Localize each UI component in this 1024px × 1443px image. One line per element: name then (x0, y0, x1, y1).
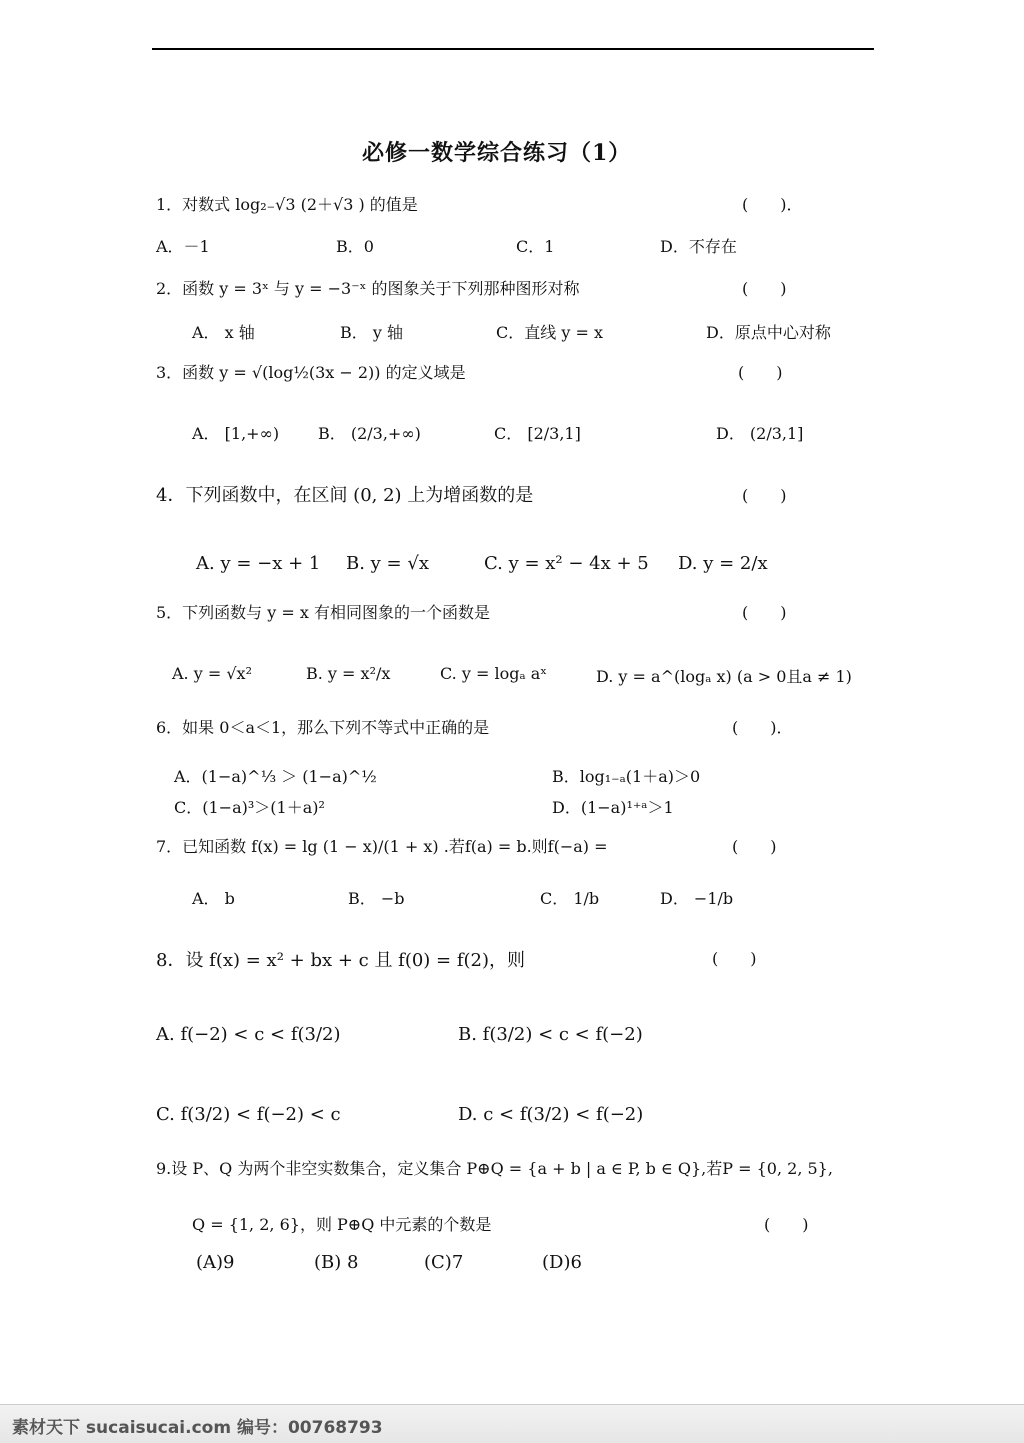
question-2-option-c: C．直线 y = x (496, 323, 603, 342)
question-9-option-b: (B) 8 (314, 1252, 359, 1273)
question-6-option-a: A．(1−a)^⅓ ＞ (1−a)^½ (174, 767, 377, 786)
question-1-option-c: C．1 (516, 237, 555, 256)
question-6-option-d: D．(1−a)¹⁺ᵃ＞1 (552, 798, 674, 817)
question-3-answer-paren: ( ) (738, 363, 783, 382)
question-7-option-a: A． b (192, 889, 235, 908)
question-8-option-b: B. f(3/2) < c < f(−2) (458, 1024, 643, 1045)
question-1-stem: 1．对数式 log₂₋√3 (2＋√3 ) 的值是 (156, 195, 418, 214)
question-4-option-b: B. y = √x (346, 553, 429, 574)
question-2-option-b: B． y 轴 (340, 323, 403, 342)
question-4-stem: 4．下列函数中，在区间 (0, 2) 上为增函数的是 (156, 485, 534, 506)
question-5-option-b: B. y = x²/x (306, 664, 391, 683)
question-9-stem: 9.设 P、Q 为两个非空实数集合，定义集合 P⊕Q = {a + b | a ∈ P, b ∈ Q},若P = {0, 2, 5}, (156, 1159, 833, 1178)
watermark-bar (0, 1404, 1024, 1443)
question-8-option-a: A. f(−2) < c < f(3/2) (156, 1024, 341, 1045)
question-6-option-b: B．log₁₋ₐ(1＋a)＞0 (552, 767, 701, 786)
question-7-option-d: D． −1/b (660, 889, 734, 908)
question-2-option-d: D．原点中心对称 (706, 323, 831, 342)
question-5-option-d: D. y = a^(logₐ x) (a > 0且a ≠ 1) (596, 667, 852, 686)
question-3-option-a: A． [1,+∞) (192, 424, 280, 443)
question-2-option-a: A． x 轴 (192, 323, 255, 342)
question-1-option-b: B．0 (336, 237, 374, 256)
question-9-option-d: (D)6 (542, 1252, 582, 1273)
question-4-option-c: C. y = x² − 4x + 5 (484, 553, 649, 574)
question-2-answer-paren: ( ) (742, 279, 787, 298)
question-9-answer-paren: ( ) (764, 1215, 809, 1234)
header-rule (152, 48, 874, 50)
question-7-answer-paren: ( ) (732, 837, 777, 856)
question-9-option-a: (A)9 (196, 1252, 235, 1273)
question-5-stem: 5．下列函数与 y = x 有相同图象的一个函数是 (156, 603, 490, 622)
question-3-option-d: D． (2/3,1] (716, 424, 804, 443)
question-4-answer-paren: ( ) (742, 486, 787, 505)
question-5-option-c: C. y = logₐ aˣ (440, 664, 548, 683)
watermark-text: 素材天下 sucaisucai.com 编号：00768793 (12, 1418, 383, 1438)
question-8-stem: 8．设 f(x) = x² + bx + c 且 f(0) = f(2)，则 (156, 950, 526, 971)
question-1-option-a: A．－1 (156, 237, 210, 256)
question-7-option-b: B． −b (348, 889, 405, 908)
question-5-answer-paren: ( ) (742, 603, 787, 622)
question-3-stem: 3．函数 y = √(log½(3x − 2)) 的定义域是 (156, 363, 466, 382)
question-1-option-d: D．不存在 (660, 237, 737, 256)
question-9-stem-line-2: Q = {1, 2, 6}，则 P⊕Q 中元素的个数是 (192, 1215, 492, 1234)
question-1-answer-paren: ( )． (742, 195, 803, 214)
question-3-option-c: C． [2/3,1] (494, 424, 581, 443)
question-6-stem: 6．如果 0＜a＜1，那么下列不等式中正确的是 (156, 718, 490, 737)
question-8-option-c: C. f(3/2) < f(−2) < c (156, 1104, 341, 1125)
question-2-stem: 2．函数 y = 3ˣ 与 y = −3⁻ˣ 的图象关于下列那种图形对称 (156, 279, 580, 298)
question-6-option-c: C．(1−a)³＞(1＋a)² (174, 798, 325, 817)
page-title: 必修一数学综合练习（1） (362, 140, 632, 166)
question-7-option-c: C． 1/b (540, 889, 600, 908)
question-3-option-b: B． (2/3,+∞) (318, 424, 421, 443)
question-8-answer-paren: ( ) (712, 949, 757, 968)
question-8-option-d: D. c < f(3/2) < f(−2) (458, 1104, 644, 1125)
question-7-stem: 7．已知函数 f(x) = lg (1 − x)/(1 + x) .若f(a) = b.则f(−a) = (156, 837, 608, 856)
question-9-option-c: (C)7 (424, 1252, 464, 1273)
question-6-answer-paren: ( )． (732, 718, 793, 737)
question-5-option-a: A. y = √x² (172, 664, 252, 683)
question-4-option-a: A. y = −x + 1 (196, 553, 321, 574)
question-4-option-d: D. y = 2/x (678, 553, 768, 574)
